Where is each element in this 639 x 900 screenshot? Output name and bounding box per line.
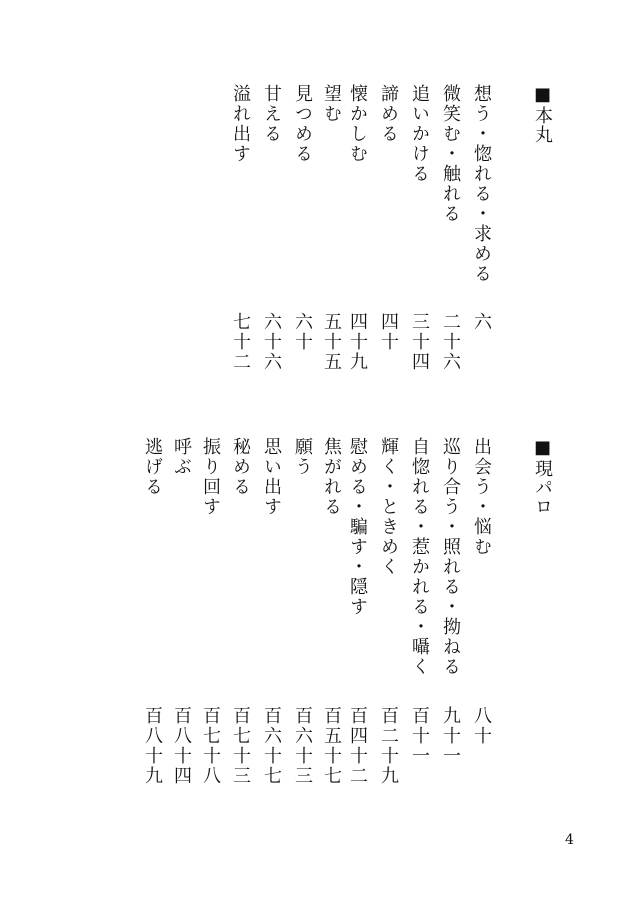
toc-entry-page: 二十六 <box>440 312 461 372</box>
toc-entry-title: 見つめる <box>292 84 313 164</box>
toc-entry-page: 九十一 <box>440 706 461 766</box>
toc-entry-page: 四十 <box>378 312 399 352</box>
toc-entry-title: 追いかける <box>409 84 430 184</box>
toc-entry-page: 百八十四 <box>171 706 192 786</box>
toc-entry-page: 六十 <box>292 312 313 352</box>
toc-entry-title: 自惚れる・惹かれる・囁く <box>409 437 430 677</box>
toc-entry-title: 微笑む・触れる <box>440 84 461 224</box>
toc-entry-title: 呼ぶ <box>171 437 192 477</box>
toc-entry-page: 百七十八 <box>200 706 221 786</box>
toc-entry-page: 百八十九 <box>142 706 163 786</box>
toc-entry-page: 百二十九 <box>378 706 399 786</box>
toc-entry-page: 七十二 <box>230 312 251 372</box>
toc-entry-page: 三十四 <box>409 312 430 372</box>
page-number: 4 <box>565 832 574 848</box>
toc-entry-title: 願う <box>292 437 313 477</box>
toc-entry-page: 四十九 <box>347 312 368 372</box>
toc-entry-title: 甘える <box>261 84 282 144</box>
toc-entry-page: 百五十七 <box>321 706 342 786</box>
toc-entry-title: 諦める <box>378 84 399 144</box>
toc-entry-page: 六十六 <box>261 312 282 372</box>
toc-entry-page: 百四十二 <box>347 706 368 786</box>
toc-entry-page: 五十五 <box>321 312 342 372</box>
section-heading: ■本丸 <box>532 84 553 144</box>
toc-entry-title: 望む <box>321 84 342 124</box>
toc-entry-title: 巡り合う・照れる・拗ねる <box>440 437 461 677</box>
section-heading: ■現パロ <box>532 437 553 516</box>
toc-entry-title: 溢れ出す <box>230 84 251 164</box>
toc-entry-page: 八十 <box>471 706 492 746</box>
toc-entry-page: 百七十三 <box>230 706 251 786</box>
toc-entry-title: 思い出す <box>261 437 282 517</box>
toc-entry-title: 焦がれる <box>321 437 342 517</box>
toc-entry-title: 振り回す <box>200 437 221 517</box>
toc-entry-page: 百十一 <box>409 706 430 766</box>
toc-entry-page: 六 <box>471 312 492 332</box>
toc-entry-page: 百六十三 <box>292 706 313 786</box>
toc-entry-title: 逃げる <box>142 437 163 497</box>
toc-entry-title: 出会う・悩む <box>471 437 492 557</box>
toc-entry-title: 輝く・ときめく <box>378 437 399 577</box>
toc-entry-title: 慰める・騙す・隠す <box>347 437 368 617</box>
toc-entry-title: 想う・惚れる・求める <box>471 84 492 284</box>
toc-entry-title: 秘める <box>230 437 251 497</box>
toc-entry-title: 懐かしむ <box>347 84 368 164</box>
toc-entry-page: 百六十七 <box>261 706 282 786</box>
